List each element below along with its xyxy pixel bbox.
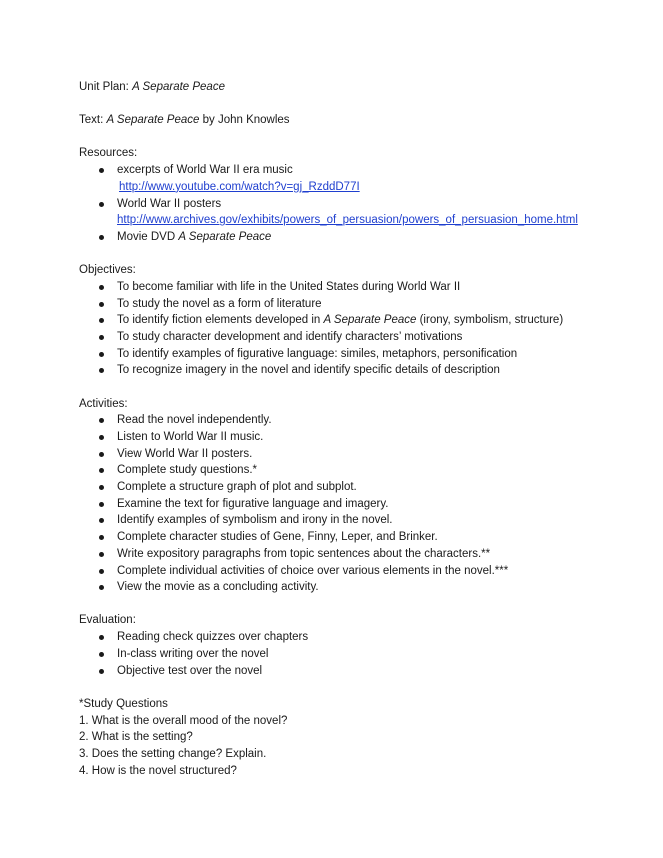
objective-text: To identify examples of figurative language: similes, metaphors, personification <box>117 347 518 360</box>
text-line-prefix: Text: <box>79 114 107 127</box>
activities-heading: Activities: <box>79 397 128 410</box>
resources-list <box>79 162 603 246</box>
bullet-icon <box>99 418 104 423</box>
activity-item <box>79 546 603 563</box>
activity-item <box>79 479 603 496</box>
objective-text-suffix: (irony, symbolism, structure) <box>416 314 564 327</box>
study-question: 2. What is the setting? <box>79 731 193 744</box>
resource-item-posters <box>79 196 603 229</box>
bullet-icon <box>99 669 104 674</box>
activity-item <box>79 446 603 463</box>
activity-text: Identify examples of symbolism and irony in the novel. <box>117 514 393 527</box>
activity-item <box>79 529 603 546</box>
bullet-icon <box>99 452 104 457</box>
study-questions-heading: *Study Questions <box>79 697 168 710</box>
activity-item <box>79 429 603 446</box>
activity-item <box>79 412 603 429</box>
bullet-icon <box>99 352 104 357</box>
objective-text: To study the novel as a form of literature <box>117 297 322 310</box>
unit-plan-title-prefix: Unit Plan: <box>79 81 133 93</box>
activity-text: View World War II posters. <box>117 447 253 460</box>
resource-music-link[interactable]: http://www.youtube.com/watch?v=gj_RzddD77I <box>119 180 360 193</box>
bullet-icon <box>99 318 104 323</box>
bullet-icon <box>99 168 104 173</box>
bullet-icon <box>99 468 104 473</box>
activity-text: Complete study questions.* <box>117 464 257 477</box>
text-line-book: A Separate Peace <box>106 114 200 127</box>
evaluation-heading: Evaluation: <box>79 614 136 627</box>
study-question: 1. What is the overall mood of the novel? <box>79 714 288 727</box>
objective-item <box>79 362 603 379</box>
evaluation-text: Reading check quizzes over chapters <box>117 631 309 644</box>
resource-music-label: excerpts of World War II era music <box>117 164 293 177</box>
activity-text: Complete a structure graph of plot and subplot. <box>117 481 357 494</box>
objective-text: To study character development and identify characters’ motivations <box>117 330 463 343</box>
resource-movie-prefix: Movie DVD <box>117 230 179 243</box>
bullet-icon <box>99 302 104 307</box>
objective-item <box>79 296 603 313</box>
bullet-icon <box>99 485 104 490</box>
activity-item <box>79 462 603 479</box>
activity-text: Listen to World War II music. <box>117 430 264 443</box>
objective-text: To recognize imagery in the novel and identify specific details of description <box>117 364 500 377</box>
objective-text: To become familiar with life in the United States during World War II <box>117 280 461 293</box>
bullet-icon <box>99 552 104 557</box>
activity-text: Complete character studies of Gene, Finny, Leper, and Brinker. <box>117 531 438 544</box>
evaluation-list <box>79 629 603 679</box>
bullet-icon <box>99 335 104 340</box>
activity-text: Write expository paragraphs from topic sentences about the characters.** <box>117 547 491 560</box>
bullet-icon <box>99 585 104 590</box>
resource-posters-label: World War II posters <box>117 197 222 210</box>
bullet-icon <box>99 435 104 440</box>
bullet-icon <box>99 635 104 640</box>
bullet-icon <box>99 285 104 290</box>
objective-item <box>79 329 603 346</box>
activity-text: View the movie as a concluding activity. <box>117 581 319 594</box>
activity-item <box>79 512 603 529</box>
objective-item <box>79 346 603 363</box>
objective-item <box>79 279 603 296</box>
resource-item-movie <box>79 229 603 246</box>
bullet-icon <box>99 535 104 540</box>
activity-item <box>79 496 603 513</box>
activity-item <box>79 579 603 596</box>
evaluation-text: In-class writing over the novel <box>117 647 269 660</box>
bullet-icon <box>99 202 104 207</box>
activity-item <box>79 563 603 580</box>
objectives-heading: Objectives: <box>79 264 136 277</box>
bullet-icon <box>99 518 104 523</box>
objectives-list <box>79 279 603 379</box>
evaluation-item <box>79 629 603 646</box>
evaluation-text: Objective test over the novel <box>117 664 263 677</box>
objective-text-prefix: To identify fiction elements developed in <box>117 314 324 327</box>
unit-plan-title <box>79 79 603 96</box>
activity-text: Complete individual activities of choice over various elements in the novel.*** <box>117 564 509 577</box>
study-question: 3. Does the setting change? Explain. <box>79 747 267 760</box>
evaluation-item <box>79 646 603 663</box>
resource-posters-link[interactable]: http://www.archives.gov/exhibits/powers_of_persuasion/powers_of_persuasion_home.html <box>117 214 578 227</box>
resources-heading: Resources: <box>79 147 138 160</box>
resource-movie-title: A Separate Peace <box>178 230 272 243</box>
resource-item-music <box>79 162 603 195</box>
activity-text: Examine the text for figurative language and imagery. <box>117 497 389 510</box>
text-line-author: by John Knowles <box>199 114 290 127</box>
objective-item <box>79 312 603 329</box>
study-question: 4. How is the novel structured? <box>79 764 237 777</box>
objective-text-book: A Separate Peace <box>323 314 417 327</box>
bullet-icon <box>99 235 104 240</box>
bullet-icon <box>99 569 104 574</box>
unit-plan-title-book: A Separate Peace <box>132 81 225 93</box>
activity-text: Read the novel independently. <box>117 414 272 427</box>
bullet-icon <box>99 652 104 657</box>
bullet-icon <box>99 368 104 373</box>
text-line <box>79 112 603 129</box>
activities-list <box>79 412 603 596</box>
bullet-icon <box>99 502 104 507</box>
evaluation-item <box>79 663 603 680</box>
